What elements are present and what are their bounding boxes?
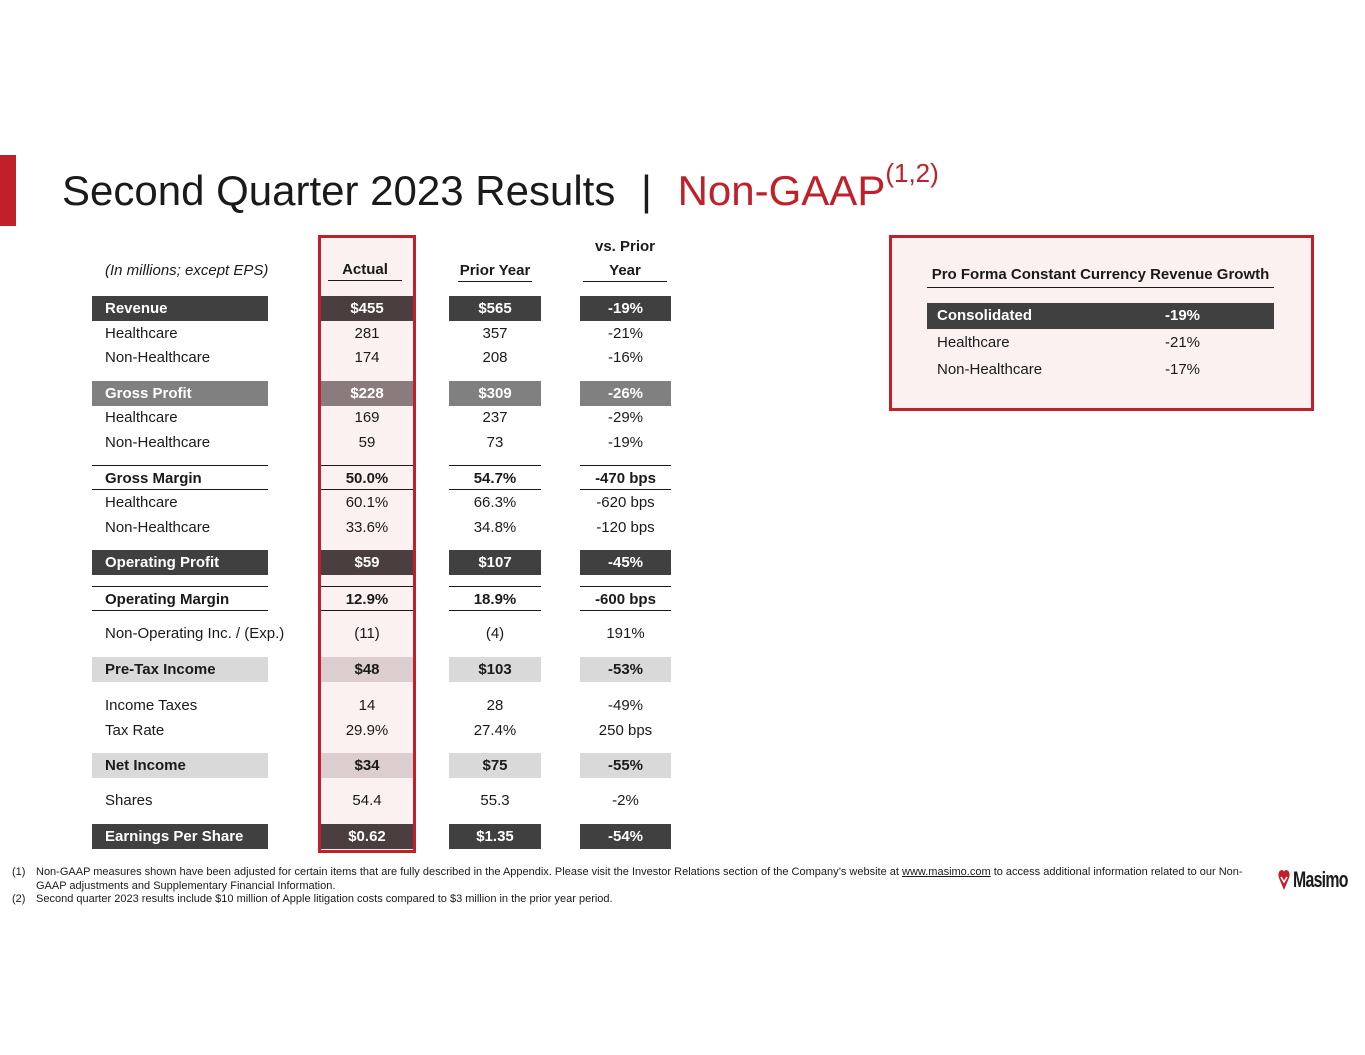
cell-prior-year: $565 [449,296,541,321]
cell-vs-prior-year: -54% [580,824,671,849]
cell-vs-prior-year: -120 bps [596,519,655,536]
footnote-website-link[interactable]: www.masimo.com [902,866,991,878]
pro-forma-title: Pro Forma Constant Currency Revenue Growth [927,266,1274,288]
row-label: Shares [105,792,153,809]
row-label: Healthcare [105,409,178,426]
cell-prior-year: 357 [482,325,508,342]
title-separator: | [641,167,652,214]
row-label: Gross Margin [92,465,268,490]
cell-actual: 54.4 [352,792,382,809]
row-label: Operating Margin [92,586,268,611]
cell-prior-year: $309 [449,381,541,406]
cell-prior-year: $1.35 [449,824,541,849]
row-label: Non-Healthcare [105,434,211,451]
cell-prior-year: 34.8% [473,519,517,536]
row-label: Healthcare [105,494,178,511]
cell-vs-prior-year: -620 bps [596,494,655,511]
footnote-2-text: Second quarter 2023 results include $10 million of Apple litigation costs compared to $3 million in the prior year period. [36,893,613,905]
masimo-logo [1278,866,1365,894]
header-vs-prior-line2: Year [583,262,667,282]
title-main: Second Quarter 2023 Results [62,167,616,214]
cell-prior-year: 237 [482,409,508,426]
cell-vs-prior-year: -49% [607,697,644,714]
cell-prior-year: $103 [449,657,541,682]
row-label: Gross Profit [92,381,268,406]
cell-prior-year: 28 [486,697,504,714]
cell-actual: 50.0% [321,465,413,490]
row-label: Income Taxes [105,697,198,714]
footnote-1-number: (1) [12,866,26,878]
cell-vs-prior-year: -19% [580,296,671,321]
row-label: Operating Profit [92,550,268,575]
row-label: Revenue [92,296,268,321]
cell-prior-year: $75 [449,753,541,778]
cell-vs-prior-year: -29% [607,409,644,426]
masimo-heart-icon [1278,869,1290,891]
pro-forma-value: -17% [1165,361,1201,378]
row-label: Net Income [92,753,268,778]
header-vs-prior-line1: vs. Prior [594,238,656,255]
row-label: Non-Healthcare [105,519,211,536]
cell-prior-year: $107 [449,550,541,575]
pro-forma-row-consolidated [927,303,1274,329]
slide-title [62,158,939,218]
cell-actual: 29.9% [345,722,389,739]
masimo-wordmark: Masimo [1293,867,1348,892]
cell-actual: 174 [354,349,380,366]
cell-vs-prior-year: -45% [580,550,671,575]
cell-actual: 33.6% [345,519,389,536]
cell-actual: $59 [321,550,413,575]
cell-vs-prior-year: -2% [612,792,639,809]
footnote-1-text-pre: Non-GAAP measures shown have been adjusted for certain items that are fully described in the Appendix. Please visit the Investor Relations section of the Company’s website at [36,866,903,878]
cell-actual: 59 [358,434,376,451]
pro-forma-label: Non-Healthcare [937,361,1043,378]
cell-vs-prior-year: -16% [607,349,644,366]
cell-actual: 60.1% [345,494,389,511]
title-accent-bar [0,155,16,226]
cell-actual: (11) [354,625,380,642]
cell-vs-prior-year: 250 bps [598,722,653,739]
row-label: Healthcare [105,325,178,342]
pro-forma-label: Consolidated [937,307,1033,324]
cell-actual: 281 [354,325,380,342]
cell-prior-year: 54.7% [449,465,541,490]
cell-prior-year: 66.3% [473,494,517,511]
cell-vs-prior-year: -470 bps [580,465,671,490]
cell-actual: 14 [358,697,376,714]
row-label: Non-Operating Inc. / (Exp.) [105,625,285,642]
cell-vs-prior-year: -600 bps [580,586,671,611]
header-actual: Actual [328,261,402,281]
cell-actual: 169 [354,409,380,426]
pro-forma-value: -19% [1165,307,1201,324]
row-label: Pre-Tax Income [92,657,268,682]
cell-actual: $48 [321,657,413,682]
row-label: Non-Healthcare [105,349,211,366]
cell-prior-year: 27.4% [473,722,517,739]
footnote-2-number: (2) [12,893,26,905]
units-note: (In millions; except EPS) [105,262,269,279]
title-highlight: Non-GAAP [677,167,886,214]
cell-actual: $455 [321,296,413,321]
pro-forma-value: -21% [1165,334,1201,351]
title-footnote-ref: (1,2) [885,158,939,188]
row-label: Tax Rate [105,722,165,739]
pro-forma-row-non-healthcare [927,357,1274,383]
cell-vs-prior-year: 191% [606,625,645,642]
header-prior-year: Prior Year [458,262,532,282]
cell-vs-prior-year: -55% [580,753,671,778]
cell-vs-prior-year: -19% [607,434,644,451]
cell-prior-year: 55.3 [480,792,510,809]
cell-prior-year: 18.9% [449,586,541,611]
footnote-1-text-post: to access additional information related to our Non-GAAP adjustments and Supplementary Financial Information. [36,866,1243,892]
cell-prior-year: (4) [485,625,505,642]
row-label: Earnings Per Share [92,824,268,849]
cell-actual: $0.62 [321,824,413,849]
pro-forma-label: Healthcare [937,334,1010,351]
pro-forma-row-healthcare [927,330,1274,356]
cell-actual: $34 [321,753,413,778]
cell-actual: $228 [321,381,413,406]
cell-actual: 12.9% [321,586,413,611]
cell-vs-prior-year: -26% [580,381,671,406]
cell-prior-year: 208 [482,349,508,366]
cell-vs-prior-year: -53% [580,657,671,682]
cell-vs-prior-year: -21% [607,325,644,342]
cell-prior-year: 73 [486,434,504,451]
